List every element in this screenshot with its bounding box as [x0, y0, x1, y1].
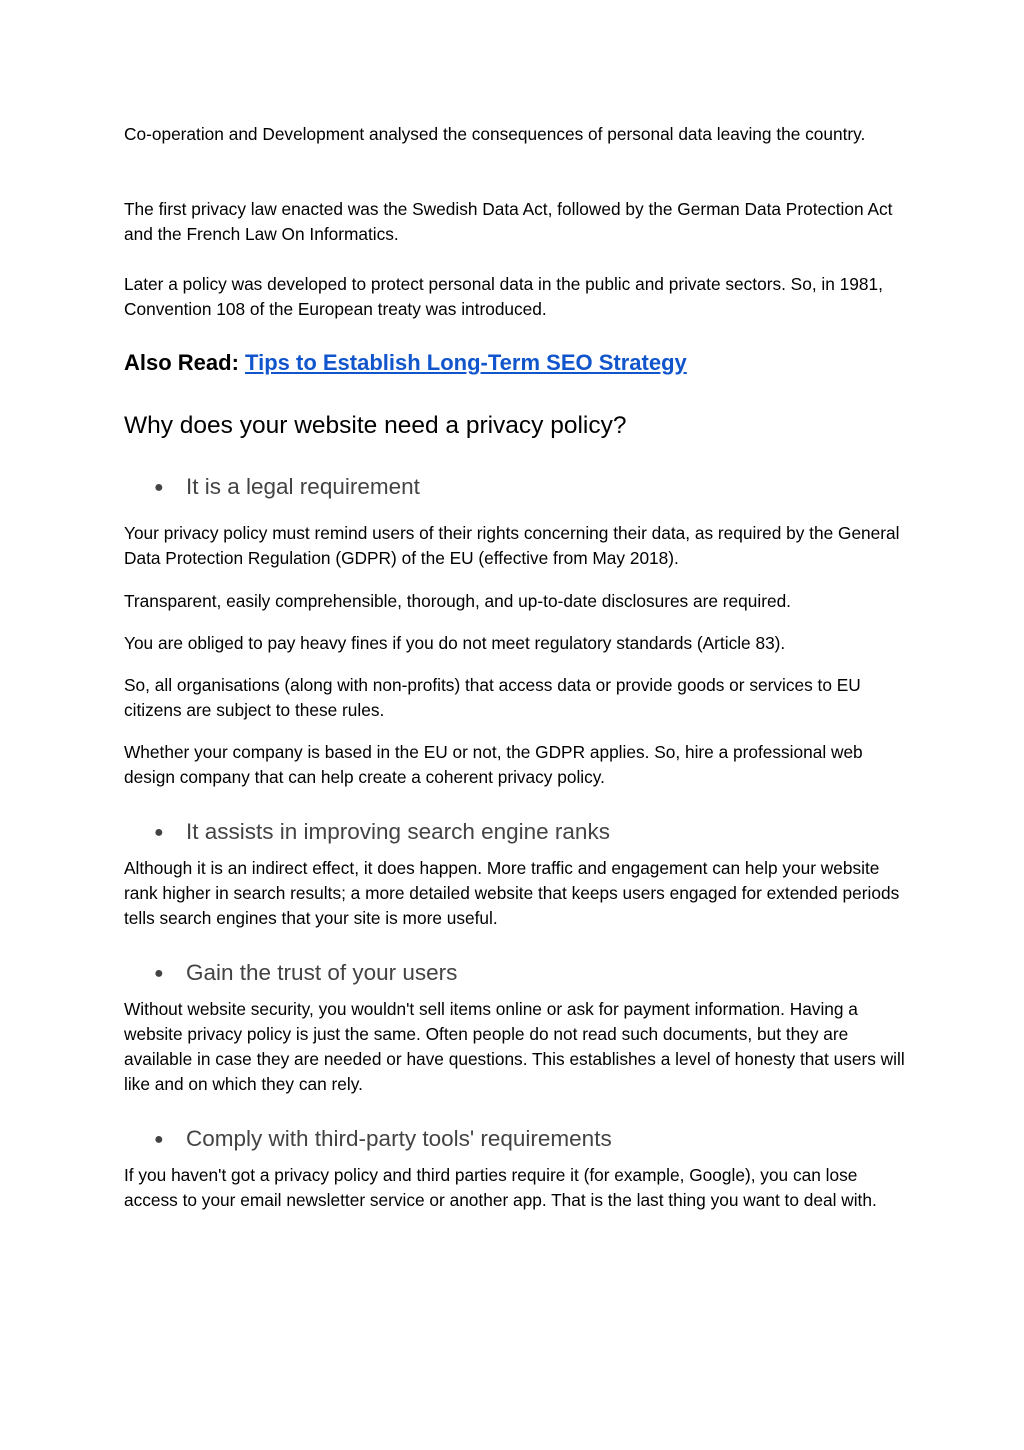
- legal-paragraph-3: [124, 631, 914, 656]
- also-read-label: Also Read:: [124, 350, 239, 375]
- bullet-icon: ●: [154, 965, 164, 982]
- seo-strategy-link[interactable]: Tips to Establish Long-Term SEO Strategy: [245, 350, 687, 375]
- paragraph-text: Whether your company is based in the EU or not, the GDPR applies. So, hire a professional web design company that can help create a coherent privacy policy.: [124, 742, 863, 787]
- paragraph-text: Transparent, easily comprehensible, thorough, and up-to-date disclosures are required.: [124, 591, 791, 611]
- bullet-heading-text: Gain the trust of your users: [186, 960, 458, 985]
- bullet-heading-search-ranks: [154, 817, 610, 848]
- legal-paragraph-2: [124, 589, 914, 614]
- bullet-heading-text: Comply with third-party tools' requirements: [186, 1126, 612, 1151]
- bullet-heading-third-party: [154, 1124, 612, 1155]
- bullet-heading-legal: [154, 472, 420, 503]
- bullet-heading-text: It assists in improving search engine ranks: [186, 819, 610, 844]
- paragraph-text: So, all organisations (along with non-profits) that access data or provide goods or services to EU citizens are subject to these rules.: [124, 675, 861, 720]
- bullet-icon: ●: [154, 479, 164, 496]
- legal-paragraph-5: [124, 740, 914, 790]
- bullet-icon: ●: [154, 1131, 164, 1148]
- bullet-heading-trust: [154, 958, 457, 989]
- paragraph-text: If you haven't got a privacy policy and third parties require it (for example, Google), you can lose access to your email newsletter service or another app. That is the last thing you want to deal with.: [124, 1165, 877, 1210]
- paragraph-text: Your privacy policy must remind users of their rights concerning their data, as required by the General Data Protection Regulation (GDPR) of the EU (effective from May 2018).: [124, 523, 900, 568]
- section-heading: Why does your website need a privacy policy?: [124, 412, 627, 439]
- intro-paragraph-3: [124, 272, 914, 322]
- legal-paragraph-1: [124, 521, 914, 571]
- intro-paragraph-2: [124, 197, 914, 247]
- intro-paragraph-1: [124, 122, 914, 147]
- trust-paragraph: [124, 997, 914, 1097]
- paragraph-text: You are obliged to pay heavy fines if you do not meet regulatory standards (Article 83).: [124, 633, 786, 653]
- also-read-line: [124, 346, 687, 380]
- search-ranks-paragraph: [124, 856, 914, 931]
- paragraph-text: Later a policy was developed to protect personal data in the public and private sectors. So, in 1981, Convention 108 of the European treaty was introduced.: [124, 274, 883, 319]
- third-party-paragraph: [124, 1163, 914, 1213]
- paragraph-text: Co-operation and Development analysed the consequences of personal data leaving the country.: [124, 124, 866, 144]
- legal-paragraph-4: [124, 673, 914, 723]
- bullet-heading-text: It is a legal requirement: [186, 474, 420, 499]
- bullet-icon: ●: [154, 824, 164, 841]
- paragraph-text: Although it is an indirect effect, it does happen. More traffic and engagement can help your website rank higher in search results; a more detailed website that keeps users engaged for extended periods tells search engines that your site is more useful.: [124, 858, 900, 928]
- paragraph-text: Without website security, you wouldn't sell items online or ask for payment information. Having a website privacy policy is just the same. Often people do not read such documents, but they are available in case they are needed or have questions. This establishes a level of honesty that users will like and on which they can rely.: [124, 999, 905, 1094]
- paragraph-text: The first privacy law enacted was the Swedish Data Act, followed by the German Data Protection Act and the French Law On Informatics.: [124, 199, 893, 244]
